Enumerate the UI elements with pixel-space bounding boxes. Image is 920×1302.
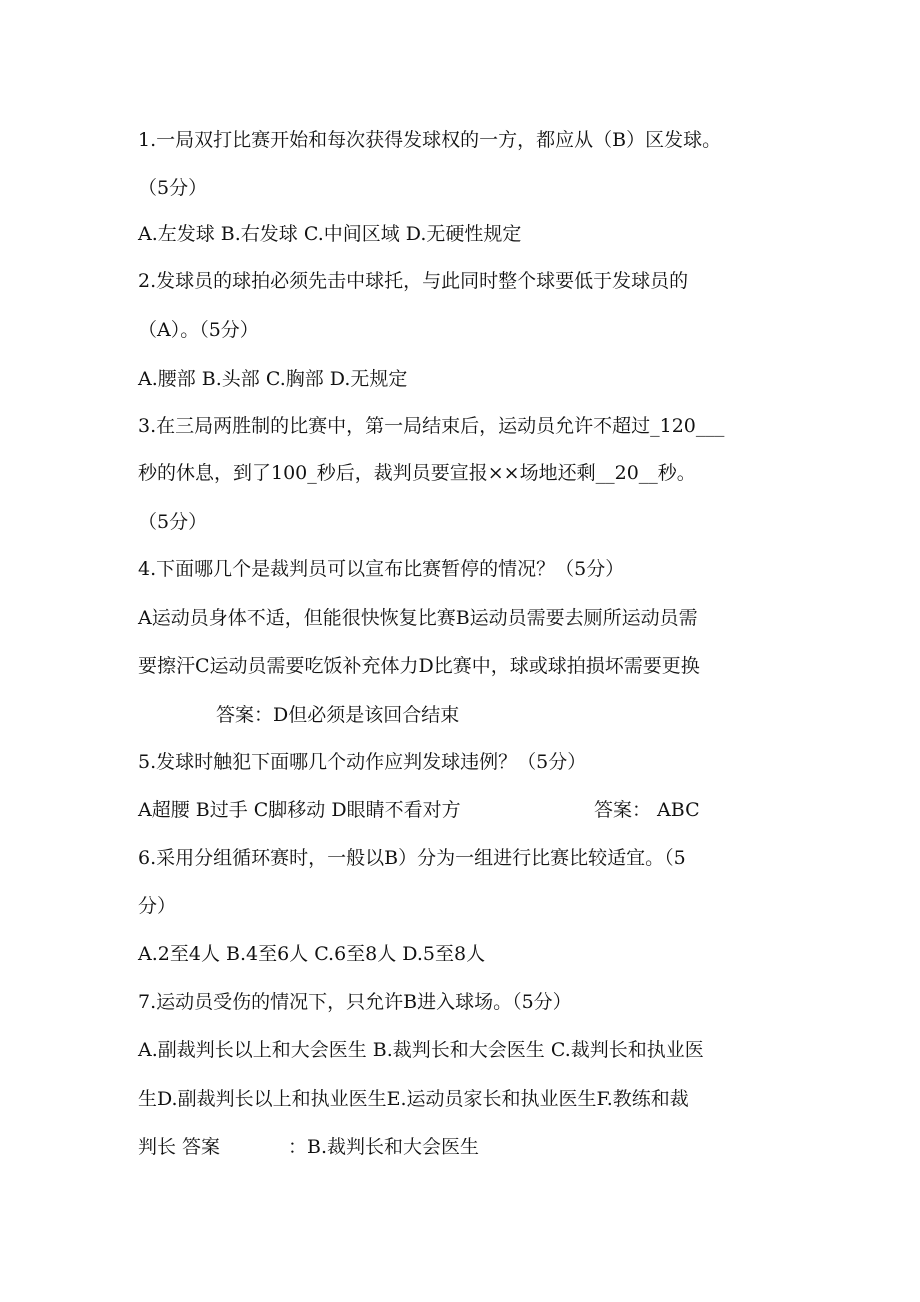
- q5-options: A超腰 B过手 C脚移动 D眼睛不看对方: [138, 799, 461, 821]
- q7-stem: 7.运动员受伤的情况下，只允许B进入球场。（5分）: [138, 991, 572, 1013]
- q7-options-cont: 生D.副裁判长以上和执业医生E.运动员家长和执业医生F.教练和裁: [138, 1088, 689, 1110]
- q4-options-cont: 要擦汗C运动员需要吃饭补充体力D比赛中，球或球拍损坏需要更换: [138, 655, 700, 677]
- q4-options: A运动员身体不适，但能很快恢复比赛B运动员需要去厕所运动员需: [138, 607, 698, 629]
- q5-answer: 答案： ABC: [594, 799, 700, 821]
- q5-stem: 5.发球时触犯下面哪几个动作应判发球违例？（5分）: [138, 751, 587, 773]
- q1-options: A.左发球 B.右发球 C.中间区域 D.无硬性规定: [138, 223, 522, 245]
- q6-options: A.2至4人 B.4至6人 C.6至8人 D.5至8人: [138, 943, 486, 965]
- q7-answer: ：B.裁判长和大会医生: [288, 1136, 480, 1158]
- q2-stem-cont: （A）。（5分）: [138, 319, 259, 341]
- q2-options: A.腰部 B.头部 C.胸部 D.无规定: [138, 368, 408, 390]
- q6-stem: 6.采用分组循环赛时，一般以B）分为一组进行比赛比较适宜。（5: [138, 847, 686, 869]
- q6-stem-cont: 分）: [138, 895, 177, 917]
- q3-stem-cont: 秒的休息，到了100_秒后，裁判员要宣报××场地还剩__20__秒。: [138, 462, 696, 484]
- q4-answer: 答案：D但必须是该回合结束: [216, 704, 460, 726]
- q2-stem: 2.发球员的球拍必须先击中球托，与此同时整个球要低于发球员的: [138, 270, 689, 292]
- q1-score: （5分）: [138, 177, 208, 199]
- q3-stem: 3.在三局两胜制的比赛中，第一局结束后，运动员允许不超过_120___: [138, 415, 725, 437]
- q7-options-end: 判长 答案: [138, 1136, 221, 1158]
- q1-stem: 1.一局双打比赛开始和每次获得发球权的一方，都应从（B）区发球。: [138, 129, 722, 151]
- q7-options: A.副裁判长以上和大会医生 B.裁判长和大会医生 C.裁判长和执业医: [138, 1039, 704, 1061]
- q3-score: （5分）: [138, 511, 208, 533]
- q4-stem: 4.下面哪几个是裁判员可以宣布比赛暂停的情况？（5分）: [138, 558, 625, 580]
